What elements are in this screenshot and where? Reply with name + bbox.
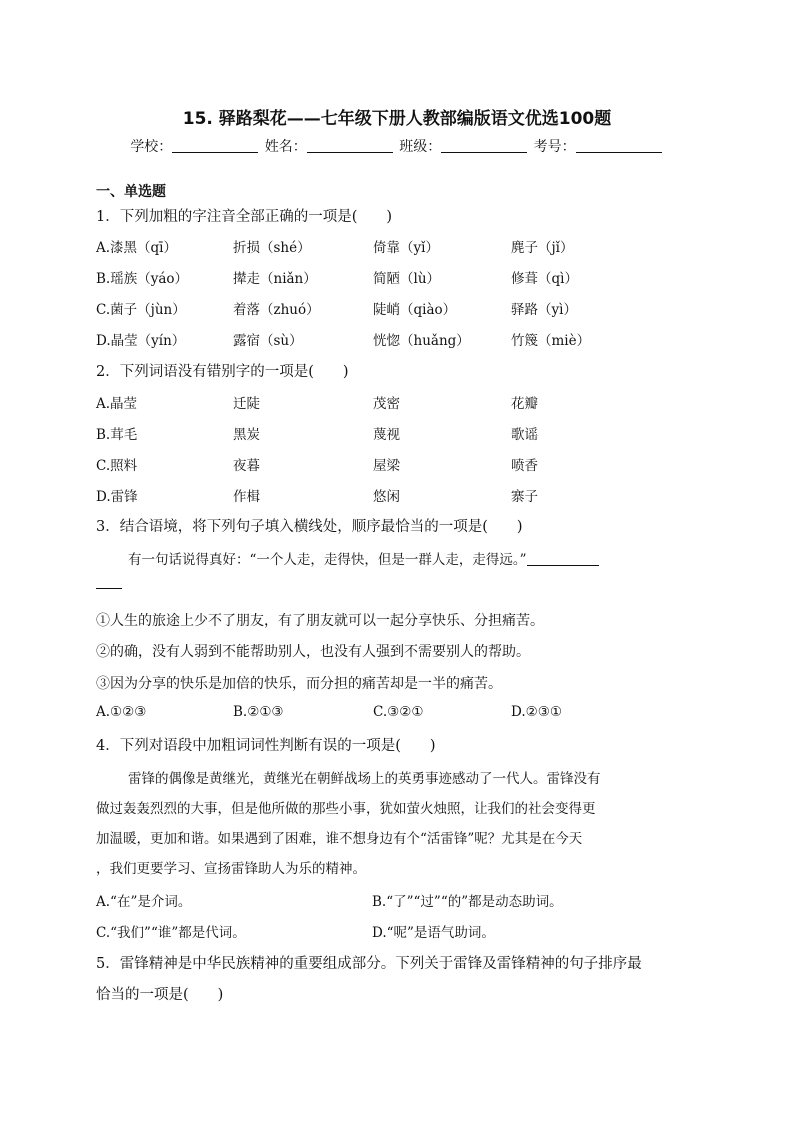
q1-c-1: C.菌子（jùn）	[96, 302, 186, 318]
q2-d-1: D.雷锋	[96, 489, 138, 505]
question-3-stem: 3．结合语境，将下列句子填入横线处，顺序最恰当的一项是( )	[96, 519, 523, 535]
question-5-stem-line-1: 5．雷锋精神是中华民族精神的重要组成部分。下列关于雷锋及雷锋精神的句子排序最	[96, 956, 642, 972]
q2-a-2: 迁陡	[233, 396, 260, 412]
q2-b-3: 蔑视	[373, 427, 400, 443]
q4-option-b: B.“了”“过”“的”都是动态助词。	[372, 894, 563, 910]
q4-passage	[96, 767, 696, 877]
question-4-stem: 4．下列对语段中加粗词词性判断有误的一项是( )	[96, 738, 436, 754]
q2-c-4: 喷香	[511, 458, 538, 474]
q2-d-4: 寨子	[511, 489, 538, 505]
q2-c-1: C.照料	[96, 458, 138, 474]
school-blank[interactable]	[172, 138, 258, 153]
q2-d-3: 悠闲	[373, 489, 400, 505]
name-blank[interactable]	[307, 138, 393, 153]
q2-d-2: 作楫	[233, 489, 260, 505]
q3-sentence-3: ③因为分享的快乐是加倍的快乐，而分担的痛苦却是一半的痛苦。	[96, 676, 502, 692]
q1-b-3: 简陋（lù）	[373, 271, 441, 287]
q3-option-c: C.③②①	[373, 704, 424, 720]
question-5-stem-line-2: 恰当的一项是( )	[96, 987, 224, 1003]
q1-d-1: D.晶莹（yín）	[96, 333, 186, 349]
q3-passage-text: 有一句话说得真好：“一个人走，走得快，但是一群人走，走得远。”	[128, 552, 527, 568]
q3-sentence-2: ②的确，没有人弱到不能帮助别人，也没有人强到不需要别人的帮助。	[96, 644, 530, 660]
q2-b-1: B.茸毛	[96, 427, 138, 443]
q1-a-3: 倚靠（yǐ）	[373, 240, 439, 256]
q3-sentence-1: ①人生的旅途上少不了朋友，有了朋友就可以一起分享快乐、分担痛苦。	[96, 613, 544, 629]
q4-passage-line-2: 做过轰轰烈烈的大事，但是他所做的那些小事，犹如萤火烛照，让我们的社会变得更	[96, 801, 596, 817]
q2-a-1: A.晶莹	[96, 396, 138, 412]
q1-a-2: 折损（shé）	[233, 240, 311, 256]
school-label: 学校：	[130, 139, 173, 155]
q1-a-4: 麂子（jǐ）	[511, 240, 574, 256]
q1-c-3: 陡峭（qiào）	[373, 302, 457, 318]
q4-passage-line-4: ，我们更要学习、宣扬雷锋助人为乐的精神。	[96, 861, 366, 877]
exam-no-label: 考号：	[533, 139, 576, 155]
q2-a-4: 花瓣	[511, 396, 538, 412]
q4-passage-line-1: 雷锋的偶像是黄继光，黄继光在朝鲜战场上的英勇事迹感动了一代人。雷锋没有	[128, 771, 601, 787]
q1-b-1: B.瑶族（yáo）	[96, 271, 189, 287]
q2-b-4: 歌谣	[511, 427, 538, 443]
q3-option-d: D.②③①	[511, 704, 562, 720]
q2-b-2: 黑炭	[233, 427, 260, 443]
document-title: 15. 驿路梨花——七年级下册人教部编版语文优选100题	[182, 109, 612, 129]
q2-a-3: 茂密	[373, 396, 400, 412]
q1-d-3: 恍惚（huǎng）	[373, 333, 470, 349]
q3-option-a: A.①②③	[96, 704, 147, 720]
name-label: 姓名：	[264, 139, 307, 155]
q2-c-2: 夜暮	[233, 458, 260, 474]
q4-option-a: A.“在”是介词。	[96, 894, 192, 910]
q2-c-3: 屋梁	[373, 458, 400, 474]
student-info-line	[0, 136, 794, 156]
q4-passage-line-3: 加温暖，更加和谐。如果遇到了困难，谁不想身边有个“活雷锋”呢？尤其是在今天	[96, 831, 583, 847]
q4-option-c: C.“我们”“谁”都是代词。	[96, 925, 246, 941]
q3-option-b: B.②①③	[233, 704, 284, 720]
exam-no-blank[interactable]	[576, 138, 662, 153]
q3-passage	[96, 548, 696, 598]
q1-c-2: 着落（zhuó）	[233, 302, 320, 318]
q3-answer-blank-cont	[96, 574, 122, 589]
q1-d-4: 竹篾（miè）	[511, 333, 591, 349]
q1-c-4: 驿路（yì）	[511, 302, 577, 318]
q1-d-2: 露宿（sù）	[233, 333, 303, 349]
q4-option-d: D.“呢”是语气助词。	[372, 925, 495, 941]
section-heading: 一、单选题	[96, 184, 166, 200]
q1-b-4: 修葺（qì）	[511, 271, 578, 287]
q1-b-2: 撵走（niǎn）	[233, 271, 317, 287]
q1-a-1: A.漆黑（qī）	[96, 240, 177, 256]
q3-answer-blank[interactable]	[527, 551, 599, 566]
class-blank[interactable]	[441, 138, 527, 153]
question-1-stem: 1．下列加粗的字注音全部正确的一项是( )	[96, 209, 393, 225]
question-2-stem: 2．下列词语没有错别字的一项是( )	[96, 364, 349, 380]
class-label: 班级：	[399, 139, 442, 155]
